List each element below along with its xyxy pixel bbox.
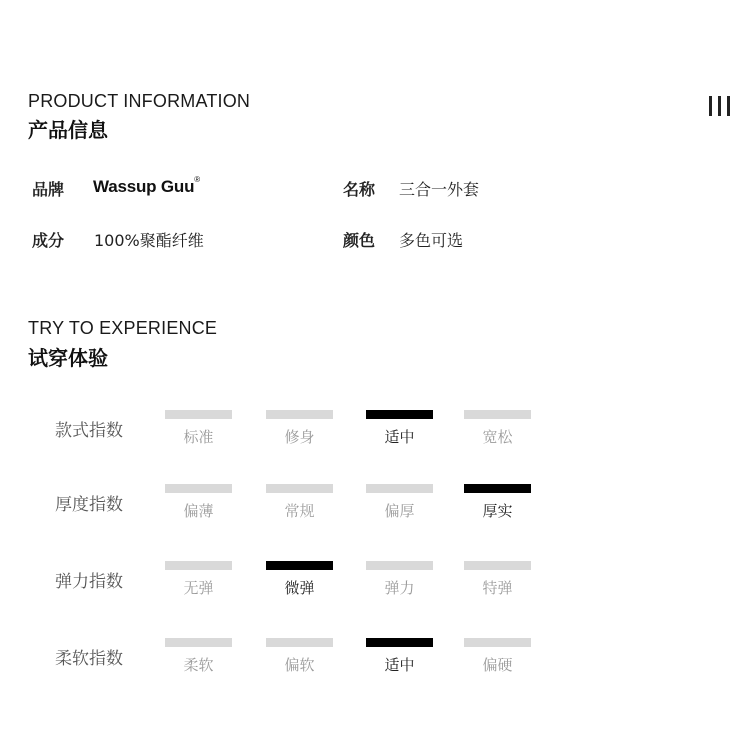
rating-bar-selected — [366, 410, 433, 419]
name-value: 三合一外套 — [399, 180, 480, 199]
registered-mark: ® — [194, 175, 200, 184]
rating-option: 弹力 — [384, 579, 415, 597]
rating-option-selected: 微弹 — [284, 579, 315, 597]
rating-option: 偏薄 — [183, 502, 214, 520]
experience-title-en: TRY TO EXPERIENCE — [28, 318, 218, 338]
rating-bar — [165, 484, 232, 493]
brand-logo — [93, 177, 200, 197]
rating-bar — [165, 561, 232, 570]
rating-bar-selected — [366, 638, 433, 647]
product-info-title-cn: 产品信息 — [28, 118, 108, 142]
rating-option: 偏厚 — [384, 502, 415, 520]
color-value: 多色可选 — [399, 231, 464, 250]
rating-option-selected: 适中 — [384, 428, 415, 446]
rating-bar — [266, 410, 333, 419]
rating-row-label: 款式指数 — [55, 421, 123, 441]
color-label: 颜色 — [343, 231, 376, 250]
product-info-title-en: PRODUCT INFORMATION — [28, 91, 251, 111]
rating-bar — [366, 561, 433, 570]
rating-option: 偏硬 — [482, 656, 513, 674]
rating-option: 常规 — [284, 502, 315, 520]
rating-bar — [165, 410, 232, 419]
name-label: 名称 — [343, 180, 376, 199]
rating-option-selected: 适中 — [384, 656, 415, 674]
material-value: 100%聚酯纤维 — [94, 231, 204, 250]
brand-name: Wassup Guu — [93, 177, 195, 196]
experience-title-cn: 试穿体验 — [28, 346, 108, 370]
rating-bar — [464, 410, 531, 419]
rating-row-label: 厚度指数 — [55, 495, 123, 515]
rating-bar-selected — [266, 561, 333, 570]
rating-option: 修身 — [284, 428, 315, 446]
rating-option: 偏软 — [284, 656, 315, 674]
rating-option: 特弹 — [482, 579, 513, 597]
material-label: 成分 — [32, 231, 65, 250]
rating-bar-selected — [464, 484, 531, 493]
rating-option: 无弹 — [183, 579, 214, 597]
rating-bar — [266, 638, 333, 647]
rating-bar — [266, 484, 333, 493]
rating-bar — [464, 561, 531, 570]
rating-option: 宽松 — [482, 428, 513, 446]
rating-bar — [464, 638, 531, 647]
rating-row-label: 柔软指数 — [55, 649, 123, 669]
rating-option: 柔软 — [183, 656, 214, 674]
rating-bar — [165, 638, 232, 647]
brand-label: 品牌 — [32, 180, 65, 199]
rating-option-selected: 厚实 — [482, 502, 513, 520]
rating-row-label: 弹力指数 — [55, 572, 123, 592]
rating-option: 标准 — [183, 428, 214, 446]
rating-bar — [366, 484, 433, 493]
menu-icon[interactable] — [709, 96, 731, 116]
